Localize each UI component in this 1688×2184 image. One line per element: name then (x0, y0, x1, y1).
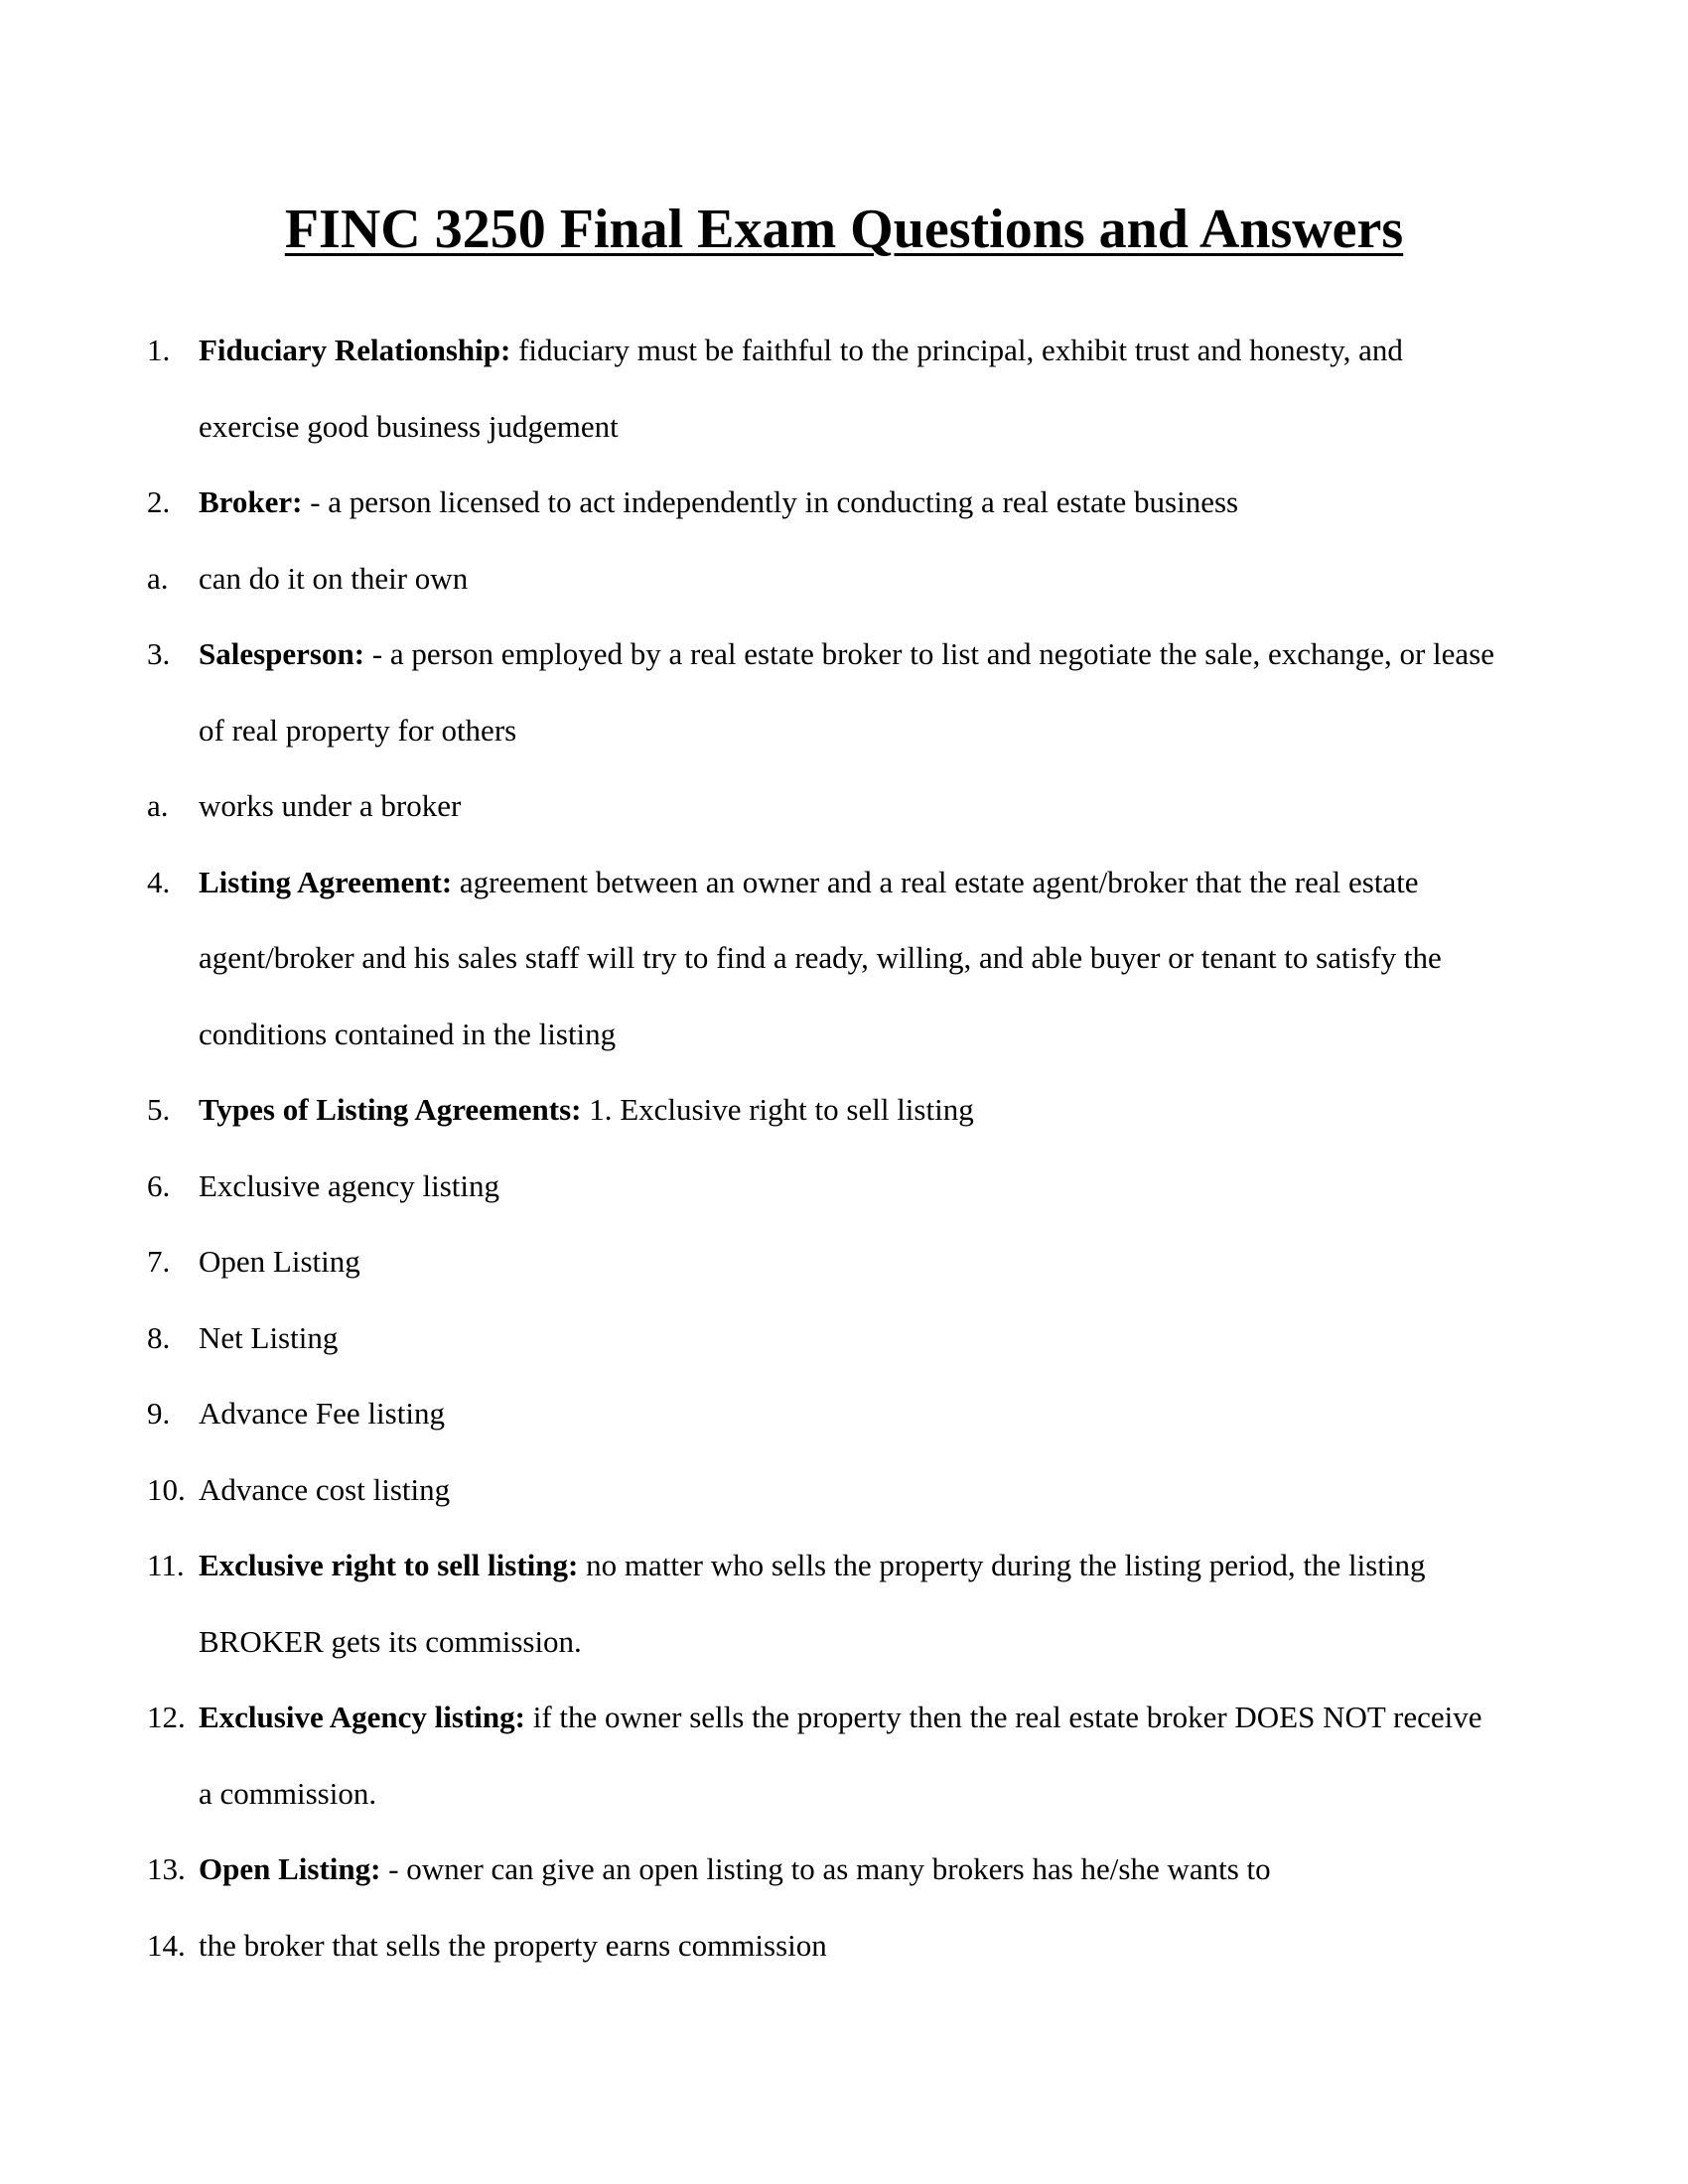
item-text: if the owner sells the property then the real estate broker DOES NOT receive a commission. (199, 1700, 1482, 1811)
item-text: can do it on their own (199, 560, 469, 596)
list-item (147, 845, 1497, 1073)
item-marker: 3. (147, 636, 171, 671)
item-marker: 10. (147, 1471, 186, 1507)
item-text: works under a broker (199, 788, 462, 823)
item-text: Advance Fee listing (199, 1396, 445, 1431)
item-marker: 7. (147, 1244, 171, 1279)
item-marker: 5. (147, 1092, 171, 1127)
item-term: Broker: (199, 484, 303, 519)
item-marker: 13. (147, 1851, 186, 1886)
item-text: - owner can give an open listing to as many brokers has he/she wants to (380, 1851, 1271, 1886)
document-title: FINC 3250 Final Exam Questions and Answers (284, 199, 1404, 260)
item-text: - a person employed by a real estate broker to list and negotiate the sale, exchange, or lease of real property for others (199, 636, 1495, 748)
qa-list (147, 313, 1497, 1983)
list-item (147, 1452, 1497, 1529)
list-item (147, 1072, 1497, 1149)
item-marker: 8. (147, 1319, 171, 1355)
item-term: Listing Agreement: (199, 864, 453, 899)
list-item (147, 1528, 1497, 1680)
item-marker: 12. (147, 1700, 186, 1734)
item-text: Open Listing (199, 1244, 360, 1279)
list-item (147, 1680, 1497, 1832)
item-text: Advance cost listing (199, 1471, 451, 1507)
item-marker: 6. (147, 1167, 171, 1203)
list-item (147, 1376, 1497, 1452)
item-text: fiduciary must be faithful to the principal, exhibit trust and honesty, and exercise good business judgement (199, 333, 1403, 444)
item-text: 1. Exclusive right to sell listing (581, 1092, 974, 1127)
list-item (147, 313, 1497, 465)
list-item (147, 768, 1497, 845)
item-term: Exclusive Agency listing: (199, 1700, 525, 1734)
item-term: Exclusive right to sell listing: (199, 1548, 579, 1582)
item-marker: a. (147, 560, 169, 596)
item-text: Net Listing (199, 1319, 339, 1355)
list-item (147, 1908, 1497, 1984)
item-marker: 9. (147, 1396, 171, 1431)
item-text: - a person licensed to act independently in conducting a real estate business (302, 484, 1239, 519)
item-term: Salesperson: (199, 636, 365, 671)
item-marker: 14. (147, 1927, 186, 1963)
item-term: Types of Listing Agreements: (199, 1092, 582, 1127)
item-text: Exclusive agency listing (199, 1167, 500, 1203)
item-term: Fiduciary Relationship: (199, 333, 511, 367)
list-item (147, 1149, 1497, 1225)
item-text: agreement between an owner and a real estate agent/broker that the real estate agent/broker and his sales staff will try to find a ready, willing, and able buyer or tenant to satisfy the conditions contained in the listing (199, 864, 1442, 1051)
list-item (147, 465, 1497, 541)
list-item (147, 1224, 1497, 1300)
item-marker: 2. (147, 484, 171, 519)
list-item (147, 616, 1497, 768)
list-item (147, 1300, 1497, 1377)
list-item (147, 541, 1497, 617)
item-text: the broker that sells the property earns commission (199, 1927, 827, 1963)
item-marker: 1. (147, 333, 171, 367)
item-marker: 4. (147, 864, 171, 899)
item-marker: 11. (147, 1548, 185, 1582)
item-term: Open Listing: (199, 1851, 381, 1886)
list-item (147, 1832, 1497, 1908)
item-text: no matter who sells the property during the listing period, the listing BROKER gets its commission. (199, 1548, 1426, 1659)
item-marker: a. (147, 788, 169, 823)
